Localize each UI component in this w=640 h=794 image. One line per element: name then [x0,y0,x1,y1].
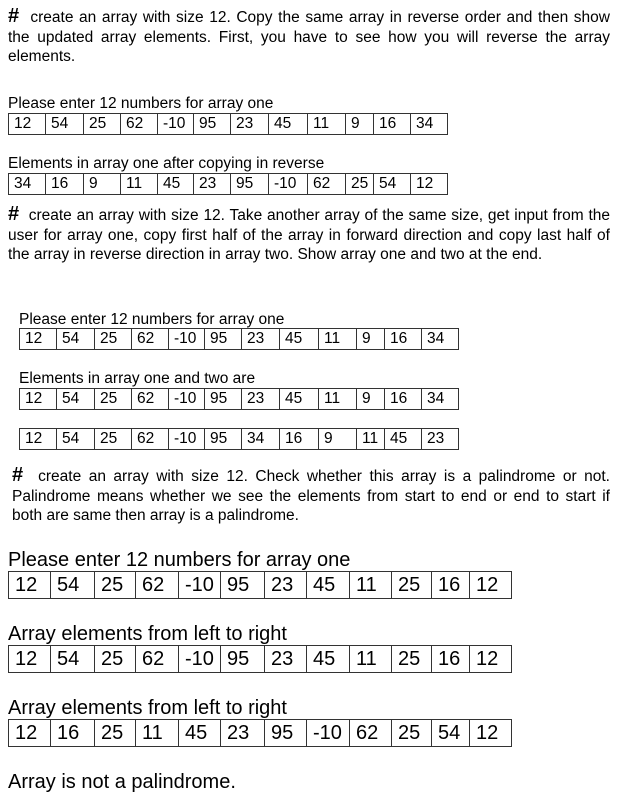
array-cell: 12 [470,572,512,598]
array-cell: 16 [385,329,422,349]
array-cell: 54 [57,389,95,409]
palindrome-result: Array is not a palindrome. [8,771,236,793]
array-display [19,428,459,450]
array-cell: 11 [350,572,392,598]
array-label: Array elements from left to right [8,623,287,645]
array-cell: 12 [411,174,448,194]
array-cell: 11 [319,389,357,409]
array-cell: -10 [169,429,205,449]
array-cell: 95 [265,720,307,746]
array-cell: 23 [242,389,280,409]
array-label: Please enter 12 numbers for array one [19,311,285,328]
array-cell: 95 [231,174,269,194]
array-cell: 23 [194,174,231,194]
array-cell: 12 [470,646,512,672]
array-cell: 54 [51,646,95,672]
array-cell: 16 [432,572,470,598]
array-cell: 11 [319,329,357,349]
section1-prompt [8,7,610,67]
array-cell: 25 [392,646,432,672]
array-display [19,328,459,350]
array-cell: 12 [9,114,46,134]
array-cell: 95 [205,329,242,349]
array-cell: 16 [432,646,470,672]
array-cell: 16 [385,389,422,409]
prompt-text: create an array with size 12. Copy the same array in reverse order and then show the updated array elements. First, you have to see how you will reverse the array elements. [8,9,610,65]
array-cell: 11 [308,114,346,134]
array-cell: 16 [46,174,84,194]
prompt-text: create an array with size 12. Take another array of the same size, get input from the user for array one, copy first half of the array in forward direction and copy last half of the array in reverse direction in array two. Show array one and two at the end. [8,207,610,263]
array-cell: -10 [169,329,205,349]
array-cell: 34 [422,389,459,409]
array-display [8,645,512,673]
array-cell: -10 [269,174,308,194]
array-cell: 16 [51,720,95,746]
array-cell: 25 [95,429,132,449]
array-cell: 23 [422,429,459,449]
array-cell: 11 [121,174,158,194]
array-cell: 23 [221,720,265,746]
array-cell: 95 [194,114,231,134]
array-cell: 62 [308,174,346,194]
array-cell: 54 [432,720,470,746]
array-cell: 54 [51,572,95,598]
array-cell: -10 [179,646,221,672]
array-label: Please enter 12 numbers for array one [8,95,274,112]
array-cell: 54 [57,329,95,349]
array-cell: 25 [84,114,121,134]
section2-prompt [8,205,610,265]
hash-marker: # [8,5,20,27]
array-cell: 45 [179,720,221,746]
array-cell: 45 [307,646,350,672]
array-display [8,719,512,747]
array-cell: 25 [95,329,132,349]
prompt-text: create an array with size 12. Check whether this array is a palindrome or not. Palindrome means whether we see the elements from start to end or end to start if both are same then array is a palindrome. [12,468,610,524]
array-display [8,173,448,195]
hash-marker: # [8,203,20,225]
array-label: Please enter 12 numbers for array one [8,549,351,571]
array-cell: 23 [265,572,307,598]
array-display [19,388,459,410]
array-cell: 9 [346,114,374,134]
array-cell: 25 [346,174,374,194]
array-cell: 45 [307,572,350,598]
array-cell: 25 [95,572,136,598]
array-cell: 23 [231,114,269,134]
array-cell: 45 [158,174,194,194]
array-cell: 45 [269,114,308,134]
array-cell: 95 [221,572,265,598]
array-cell: 34 [242,429,280,449]
array-cell: 9 [319,429,357,449]
array-cell: 62 [132,329,169,349]
array-cell: 25 [95,720,136,746]
array-cell: 16 [374,114,411,134]
array-cell: 11 [136,720,179,746]
array-cell: 62 [136,646,179,672]
array-display [8,113,448,135]
array-cell: 45 [385,429,422,449]
hash-marker: # [12,464,24,486]
array-cell: 16 [280,429,319,449]
array-cell: -10 [307,720,350,746]
section3-prompt [12,466,610,526]
array-cell: 95 [221,646,265,672]
array-cell: 54 [57,429,95,449]
array-cell: 12 [470,720,512,746]
array-cell: 62 [121,114,158,134]
array-cell: 62 [350,720,392,746]
array-cell: 54 [374,174,411,194]
array-cell: 45 [280,329,319,349]
array-label: Array elements from left to right [8,697,287,719]
array-cell: 95 [205,429,242,449]
array-cell: 9 [357,389,385,409]
array-label: Elements in array one and two are [19,370,256,387]
array-cell: 34 [9,174,46,194]
array-cell: -10 [179,572,221,598]
array-cell: 62 [132,429,169,449]
array-cell: 34 [422,329,459,349]
array-cell: 9 [357,329,385,349]
array-cell: 12 [9,572,51,598]
array-display [8,571,512,599]
array-cell: 23 [265,646,307,672]
array-cell: 54 [46,114,84,134]
array-cell: 11 [357,429,385,449]
array-cell: 12 [9,720,51,746]
array-cell: 25 [392,720,432,746]
array-cell: 23 [242,329,280,349]
array-cell: -10 [169,389,205,409]
array-cell: 34 [411,114,448,134]
array-cell: 62 [136,572,179,598]
array-cell: 25 [95,646,136,672]
array-cell: 45 [280,389,319,409]
array-cell: 62 [132,389,169,409]
array-cell: 9 [84,174,121,194]
array-cell: 25 [392,572,432,598]
array-cell: 95 [205,389,242,409]
array-cell: 12 [20,329,57,349]
array-cell: 12 [20,429,57,449]
array-cell: 12 [9,646,51,672]
array-cell: 11 [350,646,392,672]
array-cell: 12 [20,389,57,409]
array-cell: 25 [95,389,132,409]
array-label: Elements in array one after copying in reverse [8,155,325,172]
array-cell: -10 [158,114,194,134]
